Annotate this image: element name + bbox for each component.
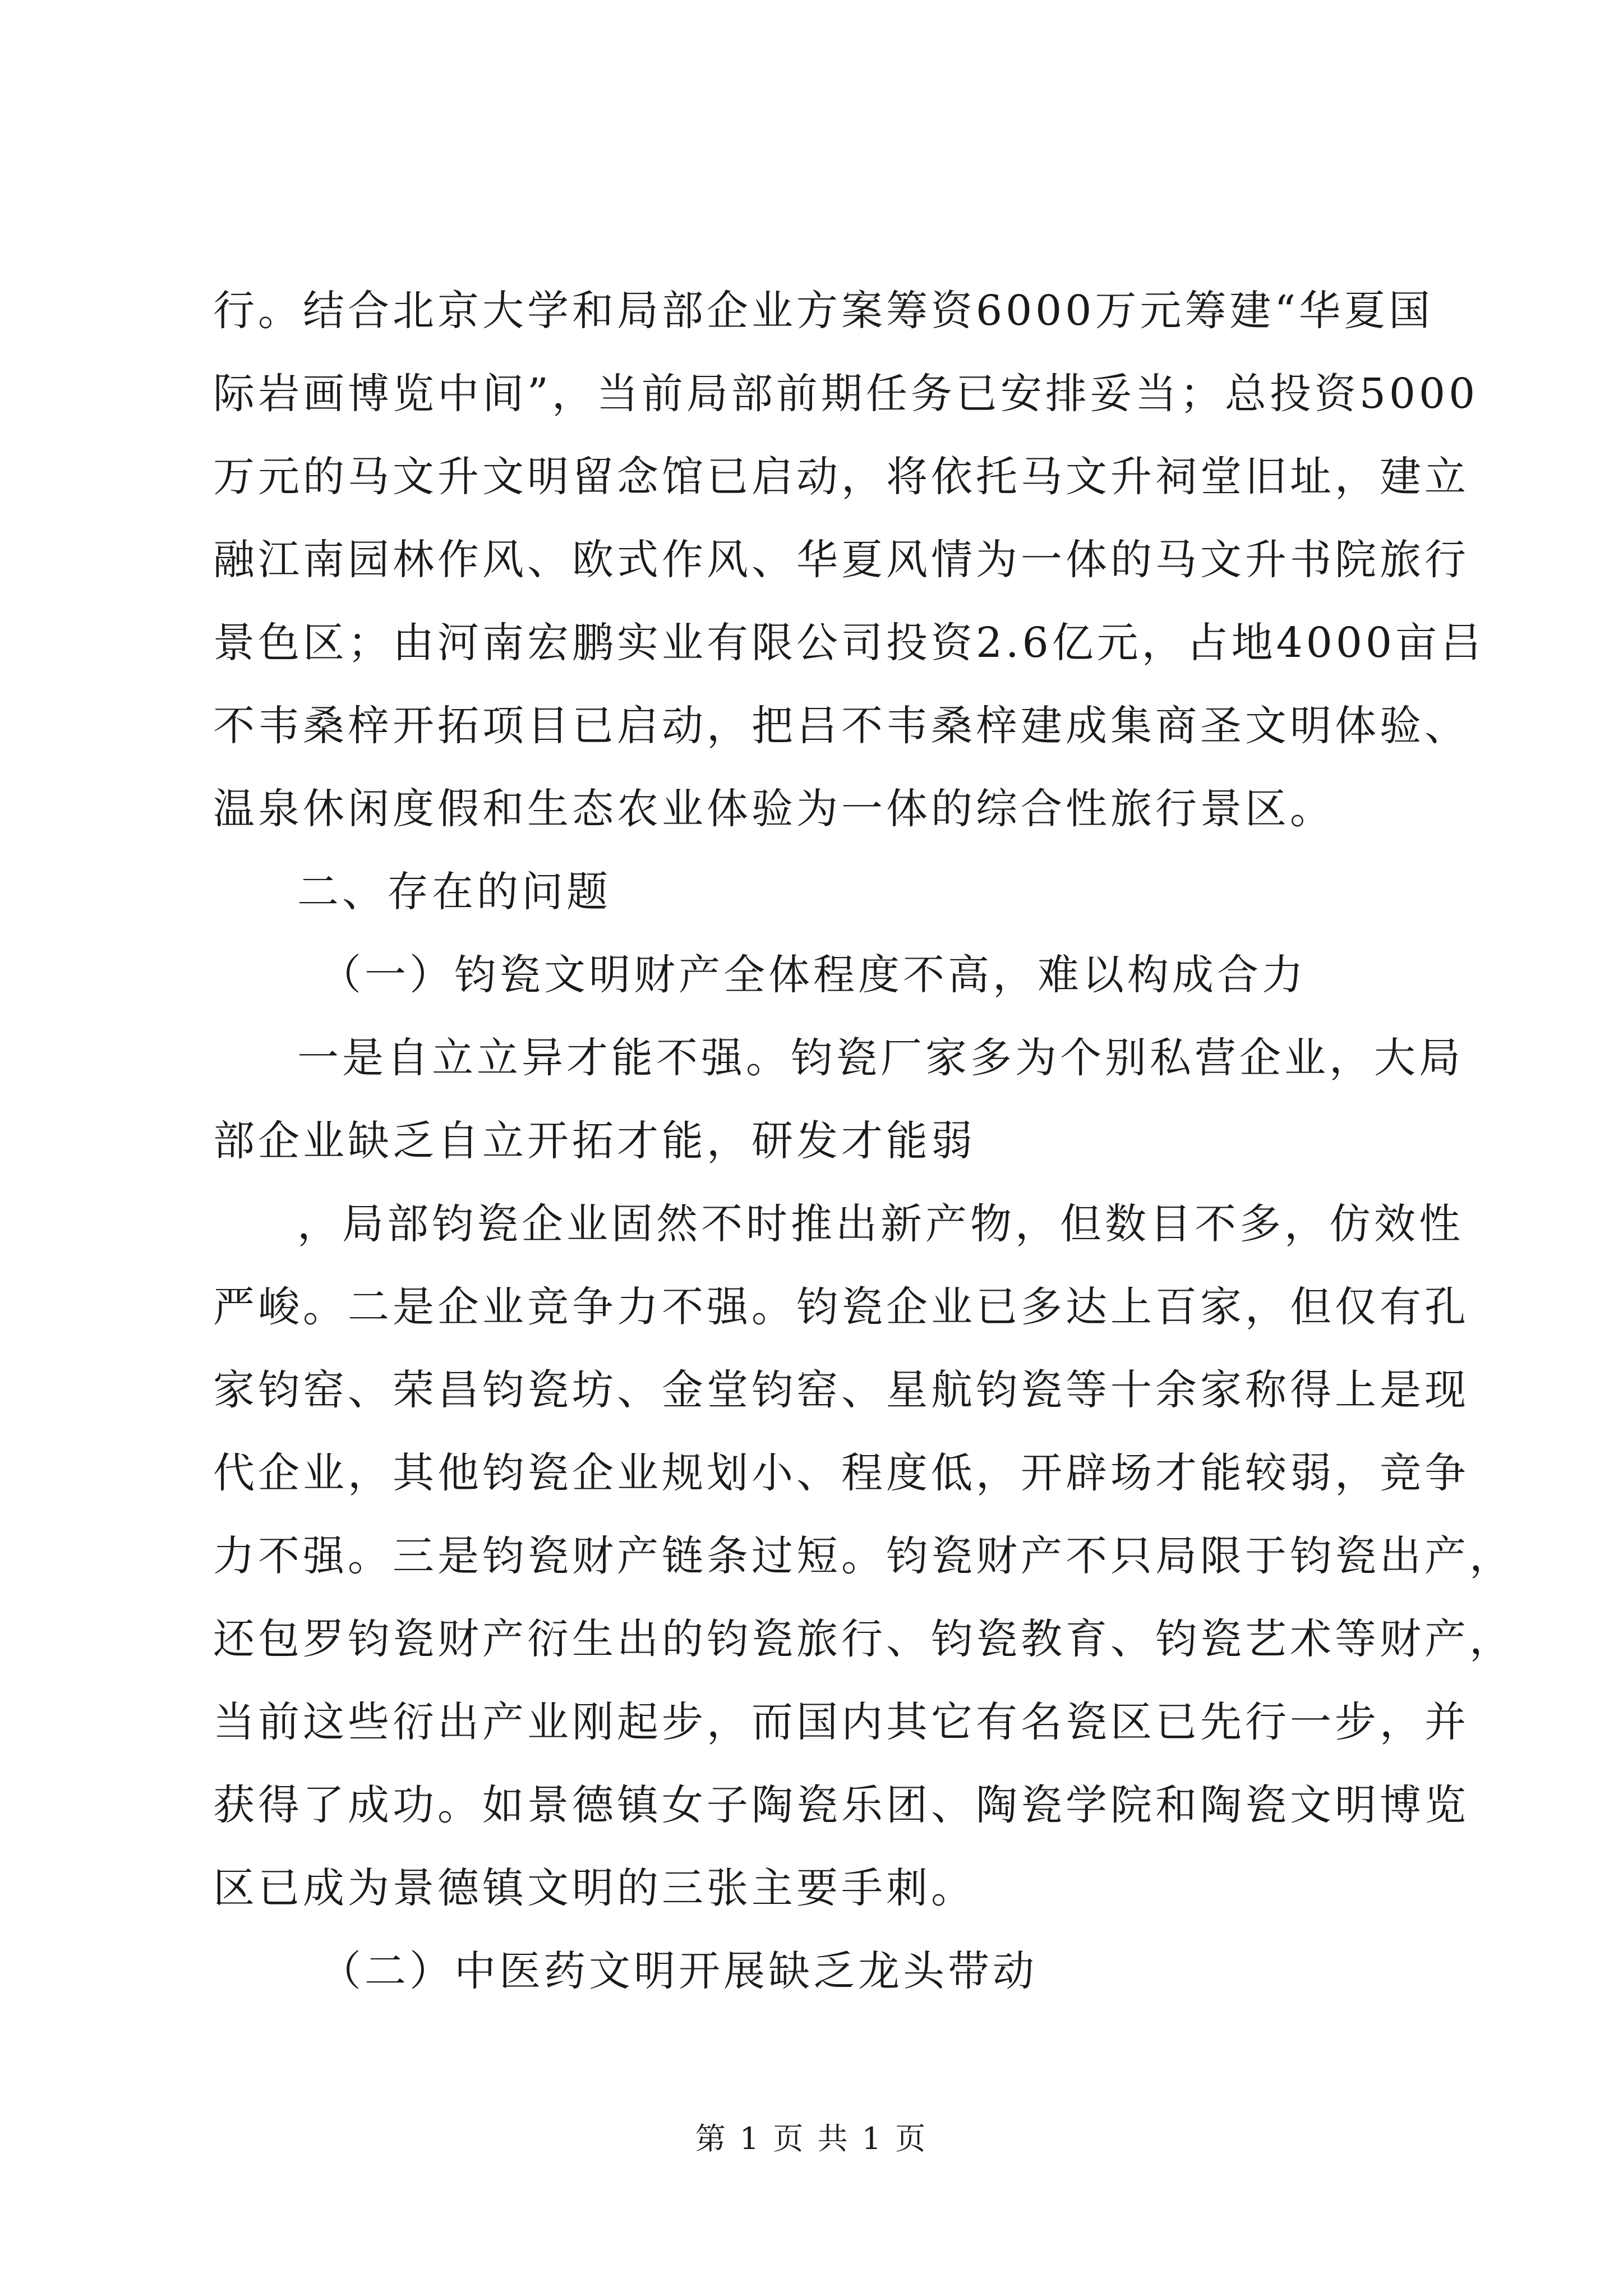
paragraph-line: 家钧窑、荣昌钧瓷坊、金堂钧窑、星航钧瓷等十余家称得上是现 [213, 1366, 1469, 1414]
paragraph-line: 行。结合北京大学和局部企业方案筹资6000万元筹建“华夏国 [213, 287, 1434, 335]
paragraph-line: 万元的马文升文明留念馆已启动，将依托马文升祠堂旧址，建立 [213, 453, 1469, 501]
paragraph-line: 不韦桑梓开拓项目已启动，把吕不韦桑梓建成集商圣文明体验、 [213, 702, 1469, 750]
paragraph-line: 区已成为景德镇文明的三张主要手刺。 [213, 1864, 976, 1912]
paragraph-line: 融江南园林作风、欧式作风、华夏风情为一体的马文升书院旅行 [213, 536, 1469, 584]
paragraph-line: 还包罗钧瓷财产衍生出的钧瓷旅行、钧瓷教育、钧瓷艺术等财产， [213, 1615, 1514, 1663]
document-body [213, 269, 1514, 2013]
paragraph-line: 力不强。三是钧瓷财产链条过短。钧瓷财产不只局限于钧瓷出产， [213, 1532, 1514, 1580]
paragraph-line: 代企业，其他钧瓷企业规划小、程度低，开辟场才能较弱，竞争 [213, 1449, 1469, 1497]
page-number-footer: 第 1 页 共 1 页 [695, 2121, 928, 2156]
paragraph-line: 温泉休闲度假和生态农业体验为一体的综合性旅行景区。 [213, 785, 1335, 833]
section-heading: 二、存在的问题 [297, 868, 611, 916]
paragraph-line: 际岩画博览中间”，当前局部前期任务已安排妥当；总投资5000 [213, 370, 1479, 418]
subsection-heading: （二）中医药文明开展缺乏龙头带动 [320, 1947, 1038, 1995]
subsection-heading: （一）钧瓷文明财产全体程度不高，难以构成合力 [320, 951, 1307, 999]
paragraph-line: 严峻。二是企业竞争力不强。钧瓷企业已多达上百家，但仅有孔 [213, 1283, 1469, 1331]
paragraph-line: 部企业缺乏自立开拓才能，研发才能弱 [213, 1117, 976, 1165]
paragraph-line: 获得了成功。如景德镇女子陶瓷乐团、陶瓷学院和陶瓷文明博览 [213, 1781, 1469, 1829]
paragraph-line: ，局部钧瓷企业固然不时推出新产物，但数目不多，仿效性 [297, 1200, 1464, 1248]
paragraph-line: 当前这些衍出产业刚起步，而国内其它有名瓷区已先行一步，并 [213, 1698, 1469, 1746]
paragraph-line: 景色区；由河南宏鹏实业有限公司投资2.6亿元，占地4000亩吕 [213, 619, 1486, 667]
paragraph-line: 一是自立立异才能不强。钧瓷厂家多为个别私营企业，大局 [297, 1034, 1464, 1082]
